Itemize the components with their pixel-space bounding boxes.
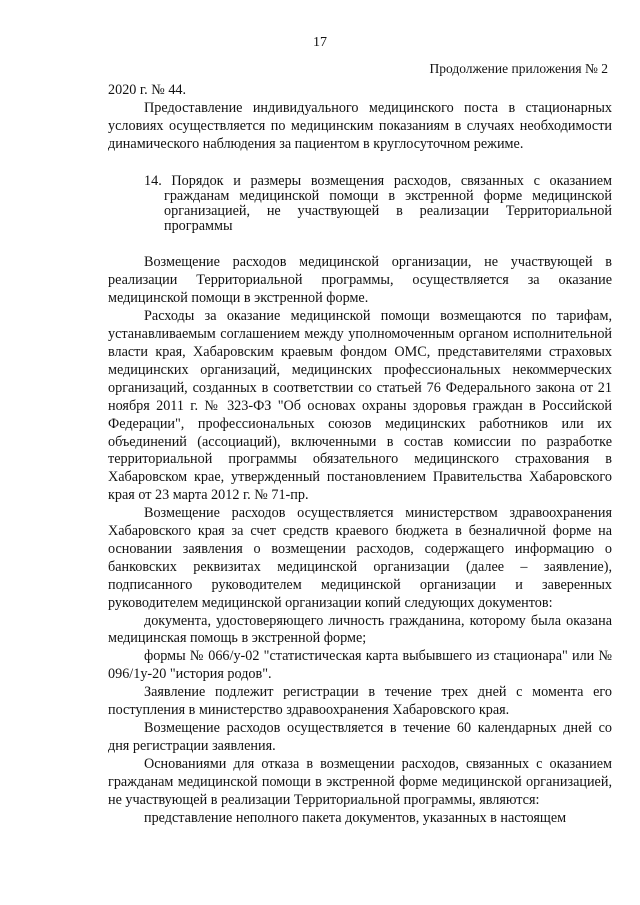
paragraph-timeline: Возмещение расходов осуществляется в течение 60 календарных дней со дня регистрации заявления. [108, 720, 612, 754]
section-heading: 14. Порядок и размеры возмещения расходов, связанных с оказанием гражданам медицинской помощи в экстренной форме медицинской организацией, не участвующей в реализации Территориальной программы [144, 172, 612, 235]
list-item-identity-document: документа, удостоверяющего личность гражданина, которому была оказана медицинская помощь в экстренной форме; [108, 612, 612, 647]
appendix-note: Продолжение приложения № 2 [429, 61, 608, 76]
paragraph-reimbursement-scope: Возмещение расходов медицинской организации, не участвующей в реализации Территориальной программы, осуществляется за оказание медицинской помощи в экстренной форме. [108, 254, 612, 307]
paragraph-registration: Заявление подлежит регистрации в течение трех дней с момента его поступления в министерство здравоохранения Хабаровского края. [108, 684, 612, 719]
paragraph-reimbursement-procedure: Возмещение расходов осуществляется министерством здравоохранения Хабаровского края за счет средств краевого бюджета в безналичной форме на основании заявления о возмещении расходов, содержащего информацию о банковских реквизитах медицинской организации (далее – заявление), подписанного руководителем медицинской организации и заверенных руководителем медицинской организации копий следующих документов: [108, 505, 612, 611]
paragraph-individual-post: Предоставление индивидуального медицинского поста в стационарных условиях осуществляется по медицинским показаниям в случаях необходимости динамического наблюдения за пациентом в круглосуточном режиме. [108, 99, 612, 152]
paragraph-tariffs: Расходы за оказание медицинской помощи возмещаются по тарифам, устанавливаемым соглашением между уполномоченным органом исполнительной власти края, Хабаровским краевым фондом ОМС, представителями страховых медицинских организаций, медицинских профессиональных некоммерческих организаций, созданных в соответствии со статьей 76 Федерального закона от 21 ноября 2011 г. № 323-ФЗ "Об основах охраны здоровья граждан в Российской Федерации", профессиональных союзов медицинских работников или их объединений (ассоциаций), включенными в состав комиссии по разработке территориальной программы обязательного медицинского страхования в Хабаровском крае, утвержденный постановлением Правительства Хабаровского края от 23 марта 2012 г. № 71-пр. [108, 308, 612, 504]
paragraph-refusal-grounds: Основаниями для отказа в возмещении расходов, связанных с оказанием гражданам медицинской помощи в экстренной форме медицинской организацией, не участвующей в реализации Территориальной программы, являются: [108, 755, 612, 808]
paragraph-continuation: 2020 г. № 44. [108, 82, 187, 98]
page-number: 17 [313, 35, 327, 50]
document-body [108, 82, 612, 827]
list-item-forms: формы № 066/у-02 "статистическая карта выбывшего из стационара" или № 096/1у-20 "история родов". [108, 648, 612, 683]
list-item-incomplete-documents: представление неполного пакета документов, указанных в настоящем [144, 809, 567, 826]
